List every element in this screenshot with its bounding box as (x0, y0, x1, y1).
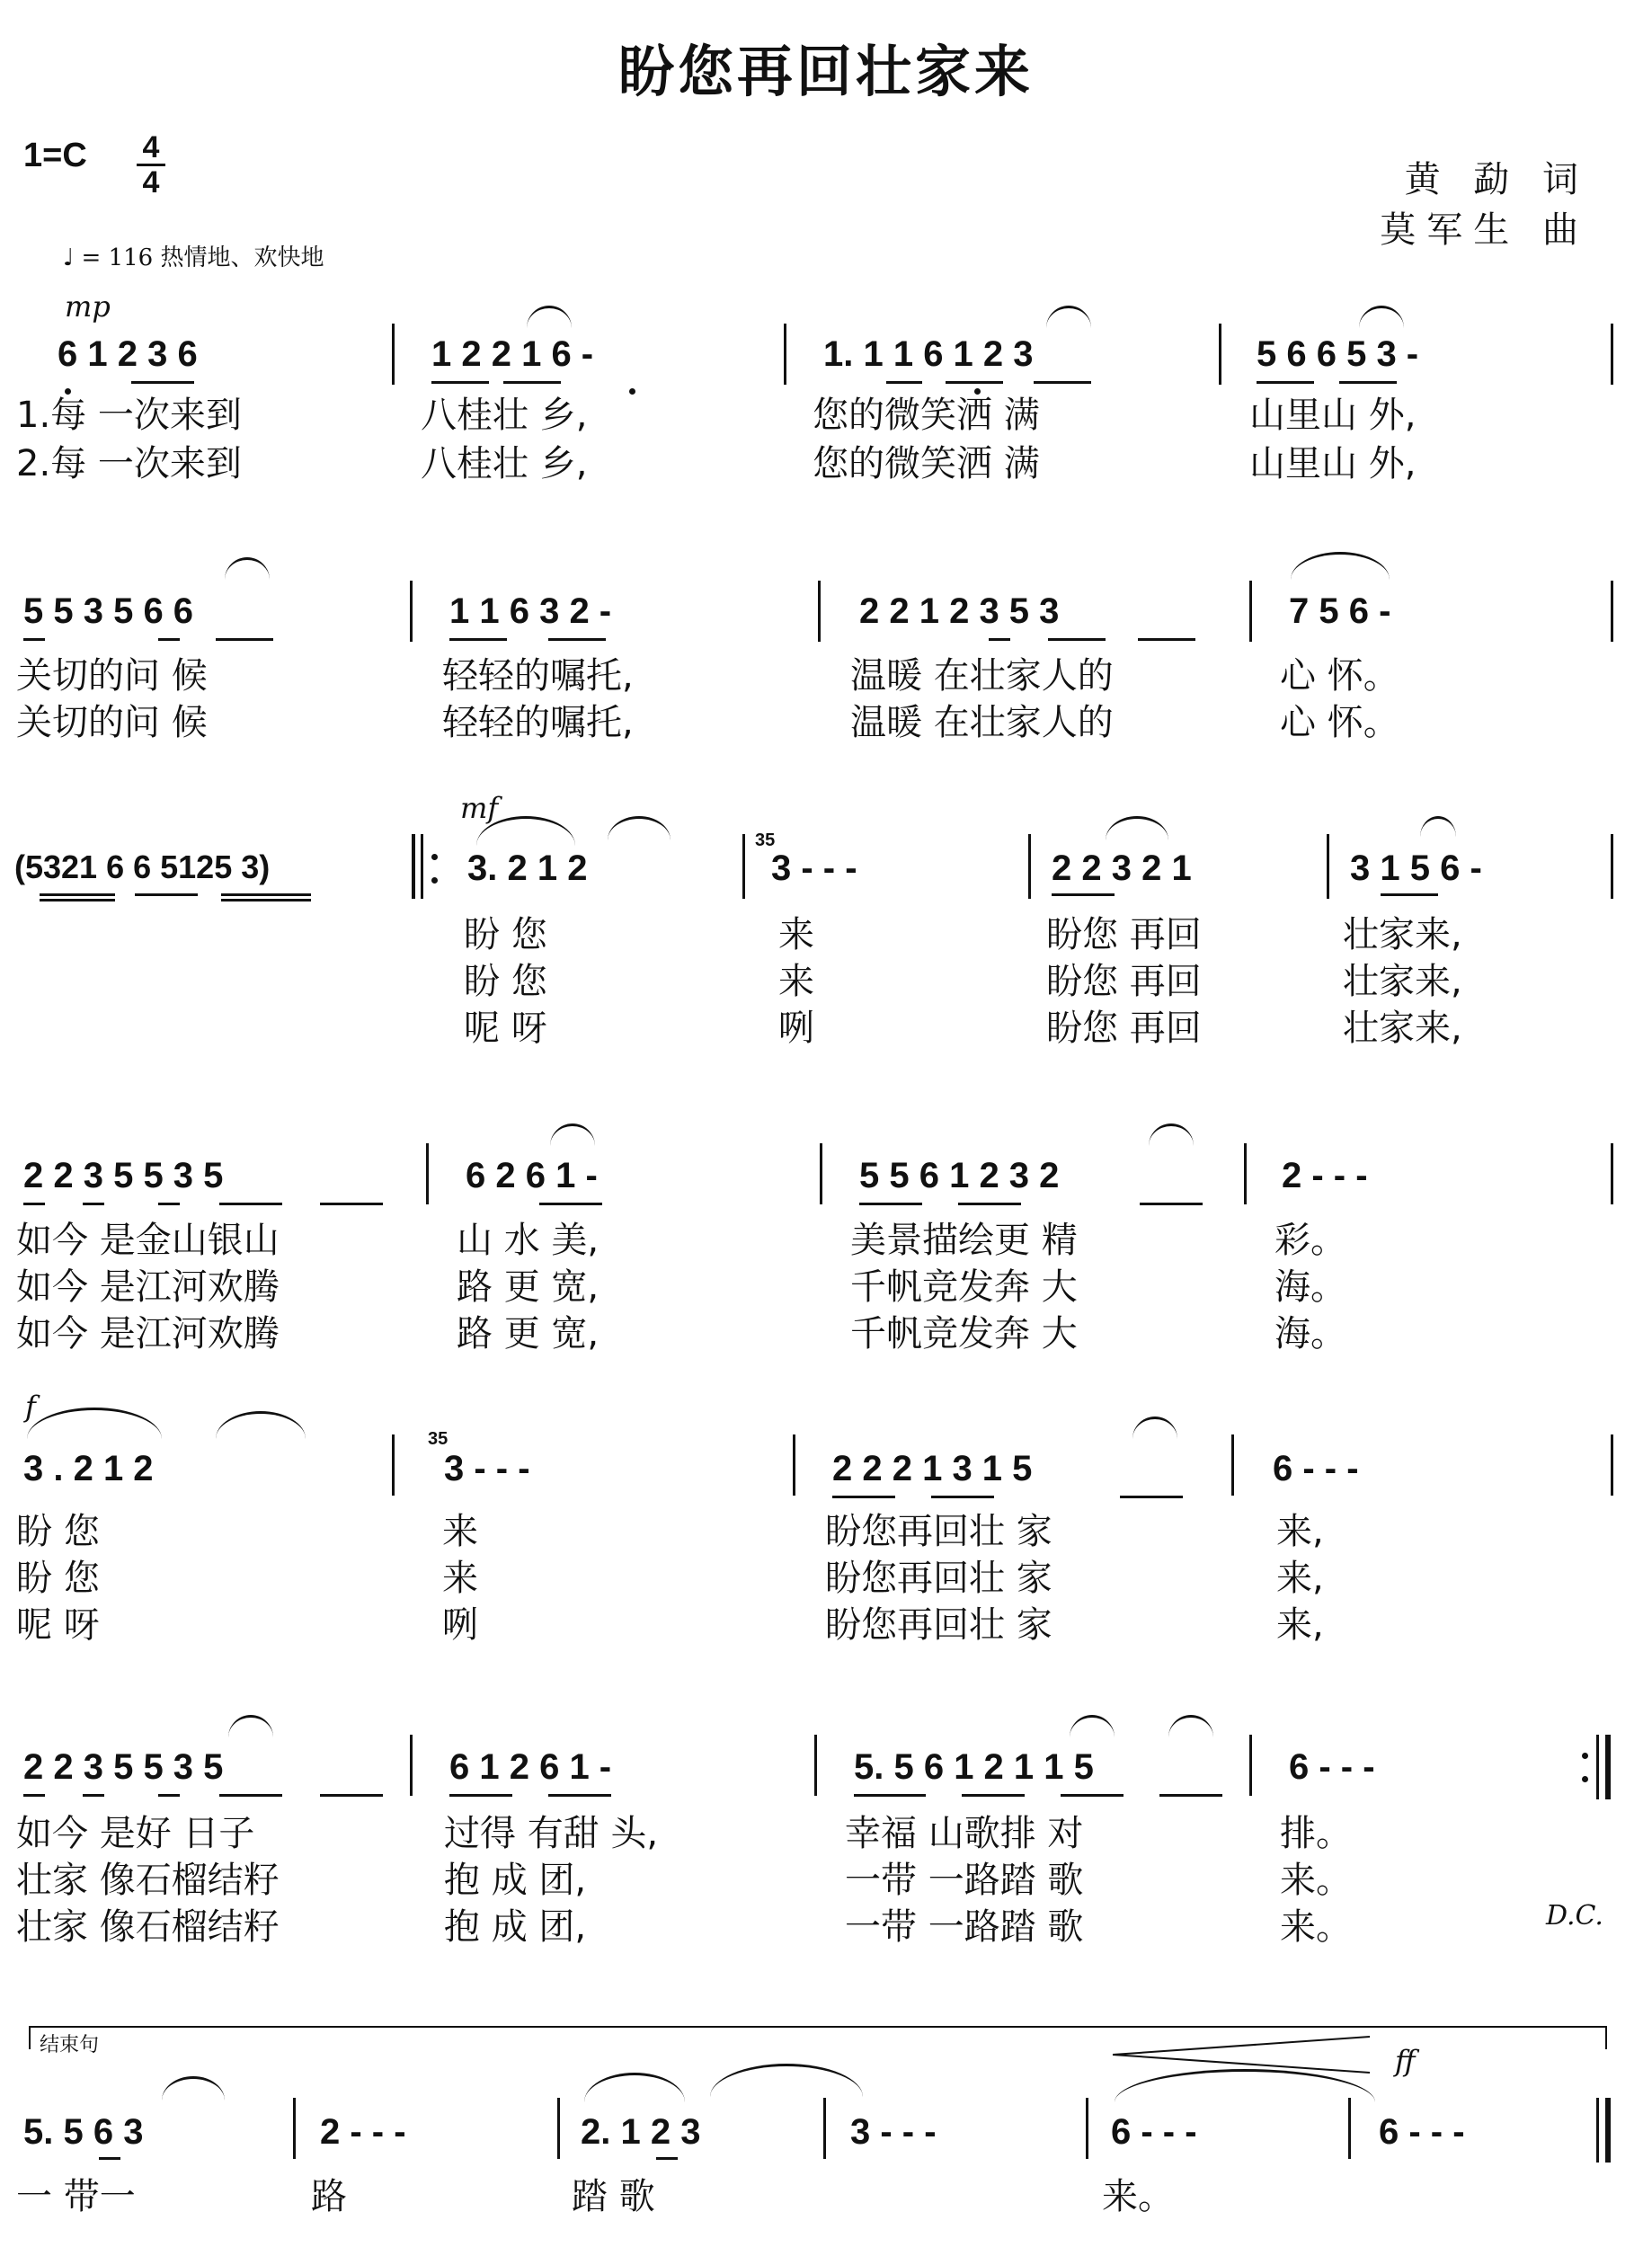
lyric-7-3: 踏 歌 (572, 2176, 655, 2217)
lyric-1-1: 1.每 一次来到 (16, 395, 242, 436)
underline (1120, 1496, 1183, 1498)
underline (83, 1203, 104, 1205)
underline (1061, 1794, 1124, 1797)
measure-7-6: 6 - - - (1379, 2112, 1465, 2152)
lyric-3-3: 盼您 再回 (1046, 914, 1202, 955)
underline (958, 1203, 1021, 1205)
slur (27, 1408, 162, 1439)
measure-4-2: 6 2 6 1 - (466, 1156, 598, 1195)
underline (1339, 381, 1397, 384)
slur (1106, 816, 1168, 840)
underline (931, 1496, 994, 1498)
lyric-3-4c: 壮家来, (1343, 1008, 1462, 1049)
lyric-3-3b: 盼您 再回 (1046, 961, 1202, 1002)
slur (608, 816, 671, 840)
measure-7-5: 6 - - - (1111, 2112, 1197, 2152)
lyric-3-4: 壮家来, (1343, 914, 1462, 955)
barline (1327, 834, 1329, 899)
lyric-6-2: 过得 有甜 头, (444, 1813, 659, 1854)
underline (946, 381, 1003, 384)
underline (503, 381, 561, 384)
underline (219, 1203, 282, 1205)
lyric-1-3: 您的微笑洒 满 (813, 395, 1040, 436)
lyric-1-4b: 山里山 外, (1249, 443, 1417, 484)
key-signature: 1=C (23, 137, 87, 174)
slur (1046, 306, 1091, 328)
barline (1219, 324, 1221, 385)
lyric-2-4: 心 怀。 (1280, 655, 1399, 697)
slur (1420, 816, 1456, 837)
underline (23, 1203, 45, 1205)
repeat-dot (1582, 1753, 1588, 1759)
lyric-3-1b: 盼 您 (464, 961, 547, 1002)
lyric-5-3b: 盼您再回壮 家 (825, 1558, 1052, 1599)
meter-top: 4 (142, 130, 160, 164)
underline (221, 899, 311, 901)
lyric-3-2b: 来 (778, 961, 814, 1002)
barline (293, 2098, 296, 2159)
measure-1-3: 1. 1 1 6 1 2 3 (823, 334, 1034, 374)
measure-3-2: 3 - - - (771, 848, 857, 888)
lyric-5-1c: 呢 呀 (16, 1604, 100, 1646)
underline (539, 1203, 602, 1205)
lyric-1-3b: 您的微笑洒 满 (813, 443, 1040, 484)
underline (320, 1794, 383, 1797)
underline (40, 893, 115, 896)
underline (221, 893, 311, 896)
dynamic-f: f (25, 1390, 36, 1424)
barline (392, 1434, 395, 1496)
underline (1052, 893, 1115, 896)
barline (557, 2098, 560, 2159)
final-barline (1596, 2098, 1599, 2163)
underline (431, 381, 489, 384)
underline (158, 638, 180, 641)
underline (219, 1794, 282, 1797)
slur (1359, 306, 1404, 328)
ending-bracket-left (29, 2026, 31, 2049)
lyric-4-4: 彩。 (1275, 1220, 1346, 1261)
lyric-7-1: 一 带一 (16, 2176, 136, 2217)
barline (1611, 1434, 1613, 1496)
repeat-end-barline (1605, 1735, 1611, 1799)
repeat-dot (431, 854, 438, 860)
barline (1611, 1143, 1613, 1204)
underline (135, 893, 198, 896)
measure-2-2: 1 1 6 3 2 - (449, 591, 612, 631)
song-title: 盼您再回壮家来 (617, 39, 1034, 104)
lyric-3-1c: 呢 呀 (464, 1008, 547, 1049)
underline (40, 899, 115, 901)
lyric-4-1c: 如今 是江河欢腾 (16, 1313, 280, 1354)
lyric-2-1: 关切的问 候 (16, 655, 208, 697)
slur (1168, 1715, 1213, 1737)
measure-5-4: 6 - - - (1273, 1449, 1359, 1488)
barline (1249, 581, 1252, 642)
lyric-5-3: 盼您再回壮 家 (825, 1511, 1052, 1552)
slur (1291, 552, 1390, 580)
lyric-2-3: 温暖 在壮家人的 (850, 655, 1114, 697)
slur (228, 1715, 273, 1737)
barline (426, 1143, 429, 1204)
low-dot (629, 388, 635, 395)
lyric-5-1: 盼 您 (16, 1511, 100, 1552)
lyric-4-4b: 海。 (1275, 1266, 1346, 1308)
underline (83, 1794, 104, 1797)
measure-3-1: 3. 2 1 2 (467, 848, 588, 888)
final-barline (1605, 2098, 1611, 2163)
lyric-5-3c: 盼您再回壮 家 (825, 1604, 1052, 1646)
measure-1-1: 6 1 2 3 6 (58, 334, 198, 374)
lyric-3-3c: 盼您 再回 (1046, 1008, 1202, 1049)
underline (1048, 638, 1106, 641)
underline (548, 1794, 611, 1797)
barline (1086, 2098, 1088, 2159)
lyric-4-3: 美景描绘更 精 (850, 1220, 1078, 1261)
measure-2-4: 7 5 6 - (1289, 591, 1391, 631)
underline (1034, 381, 1091, 384)
barline (823, 2098, 826, 2159)
barline (1249, 1735, 1252, 1796)
barline (818, 581, 821, 642)
lyric-5-4b: 来, (1276, 1558, 1324, 1599)
barline (1231, 1434, 1234, 1496)
slur (527, 306, 572, 328)
underline (216, 638, 273, 641)
barline (1611, 324, 1613, 385)
lyric-4-3c: 千帆竞发奔 大 (850, 1313, 1078, 1354)
tempo-marking: ♩ = 116 热情地、欢快地 (63, 244, 324, 271)
measure-2-1: 5 5 3 5 6 6 (23, 591, 194, 631)
underline (1381, 893, 1438, 896)
barline (410, 581, 413, 642)
slur (162, 2076, 225, 2100)
time-signature (133, 130, 169, 200)
underline (1159, 1794, 1222, 1797)
barline (410, 1735, 413, 1796)
measure-6-4: 6 - - - (1289, 1747, 1375, 1787)
underline (1257, 381, 1314, 384)
measure-4-4: 2 - - - (1282, 1156, 1368, 1195)
underline (962, 1794, 1025, 1797)
meter-bottom: 4 (142, 165, 160, 200)
lyric-4-3b: 千帆竞发奔 大 (850, 1266, 1078, 1308)
lyric-4-2c: 路 更 宽, (457, 1313, 600, 1354)
lyric-2-4b: 心 怀。 (1280, 702, 1399, 743)
tie-end (1379, 2069, 1381, 2071)
barline (820, 1143, 822, 1204)
lyric-6-1c: 壮家 像石榴结籽 (16, 1906, 280, 1948)
lyric-3-2: 来 (778, 914, 814, 955)
dc-marking: D.C. (1546, 1900, 1603, 1932)
measure-3-3: 2 2 3 2 1 (1052, 848, 1192, 888)
lyric-4-2: 山 水 美, (457, 1220, 600, 1261)
grace-notes: 35 (755, 830, 776, 850)
lyric-6-4: 排。 (1280, 1813, 1352, 1854)
underline (99, 2157, 120, 2160)
measure-6-2: 6 1 2 6 1 - (449, 1747, 612, 1787)
repeat-dot (431, 877, 438, 884)
lyric-5-2c: 咧 (442, 1604, 478, 1646)
barline (793, 1434, 795, 1496)
slur (584, 2073, 685, 2102)
barline (1611, 834, 1613, 899)
measure-7-4: 3 - - - (850, 2112, 937, 2152)
underline (854, 1794, 926, 1797)
lyric-7-2: 路 (311, 2176, 347, 2217)
underline (158, 1203, 180, 1205)
lyric-3-4b: 壮家来, (1343, 961, 1462, 1002)
underline (859, 1203, 922, 1205)
underline (989, 638, 1010, 641)
measure-7-2: 2 - - - (320, 2112, 406, 2152)
lyric-5-1b: 盼 您 (16, 1558, 100, 1599)
underline (23, 638, 45, 641)
measure-4-1: 2 2 3 5 5 3 5 (23, 1156, 224, 1195)
intro-phrase: (5321 6 6 5125 3) (14, 848, 271, 885)
underline (1138, 638, 1195, 641)
measure-5-2: 3 - - - (444, 1449, 530, 1488)
measure-2-3: 2 2 1 2 3 5 3 (859, 591, 1060, 631)
repeat-barline (412, 834, 415, 899)
lyric-2-2: 轻轻的嘱托, (442, 655, 634, 697)
measure-3-4: 3 1 5 6 - (1350, 848, 1482, 888)
measure-7-3: 2. 1 2 3 (581, 2112, 701, 2152)
barline (392, 324, 395, 385)
repeat-dot (1582, 1776, 1588, 1782)
lyric-3-1: 盼 您 (464, 914, 547, 955)
lyric-6-3c: 一带 一路踏 歌 (845, 1906, 1084, 1948)
lyric-6-4c: 来。 (1280, 1906, 1352, 1948)
slur (1070, 1715, 1115, 1737)
repeat-end-barline (1596, 1735, 1599, 1799)
dynamic-mp: mp (65, 289, 111, 324)
lyric-4-1b: 如今 是江河欢腾 (16, 1266, 280, 1308)
slur (550, 1124, 595, 1146)
lyric-5-2: 来 (442, 1511, 478, 1552)
lyric-6-1: 如今 是好 日子 (16, 1813, 255, 1854)
barline (1244, 1143, 1247, 1204)
lyric-6-4b: 来。 (1280, 1860, 1352, 1901)
measure-5-1: 3 . 2 1 2 (23, 1449, 154, 1488)
lyric-3-2c: 咧 (778, 1008, 814, 1049)
dynamic-ff: ff (1395, 2044, 1416, 2078)
lyric-6-2c: 抱 成 团, (444, 1906, 587, 1948)
measure-1-2: 1 2 2 1 6 - (431, 334, 594, 374)
underline (1140, 1203, 1203, 1205)
underline (449, 1794, 512, 1797)
underline (320, 1203, 383, 1205)
measure-4-3: 5 5 6 1 2 3 2 (859, 1156, 1060, 1195)
lyric-6-2b: 抱 成 团, (444, 1860, 587, 1901)
lyric-5-2b: 来 (442, 1558, 478, 1599)
lyric-2-1b: 关切的问 候 (16, 702, 208, 743)
lyric-2-2b: 轻轻的嘱托, (442, 702, 634, 743)
lyric-4-1: 如今 是金山银山 (16, 1220, 280, 1261)
underline (656, 2157, 678, 2160)
measure-6-1: 2 2 3 5 5 3 5 (23, 1747, 224, 1787)
barline (742, 834, 745, 899)
measure-7-1: 5. 5 6 3 (23, 2112, 144, 2152)
slur (710, 2064, 863, 2097)
slur (216, 1411, 306, 1439)
lyric-1-4: 山里山 外, (1249, 395, 1417, 436)
composer-credit: 莫军生 曲 (1380, 209, 1589, 251)
measure-6-3: 5. 5 6 1 2 1 1 5 (854, 1747, 1094, 1787)
lyricist-credit: 黄 勐 词 (1404, 159, 1589, 200)
underline (23, 1794, 45, 1797)
underline (548, 638, 606, 641)
barline (1028, 834, 1031, 899)
underline (886, 381, 922, 384)
measure-5-3: 2 2 2 1 3 1 5 (832, 1449, 1033, 1488)
slur (225, 557, 270, 580)
barline (1611, 581, 1613, 642)
lyric-1-1b: 2.每 一次来到 (16, 443, 242, 484)
lyric-1-2: 八桂壮 乡, (421, 395, 588, 436)
barline (1348, 2098, 1351, 2159)
ending-bracket (29, 2026, 1607, 2028)
lyric-6-3: 幸福 山歌排 对 (845, 1813, 1084, 1854)
lyric-4-4c: 海。 (1275, 1313, 1346, 1354)
underline (131, 381, 194, 384)
measure-1-4: 5 6 6 5 3 - (1257, 334, 1419, 374)
lyric-2-3b: 温暖 在壮家人的 (850, 702, 1114, 743)
underline (158, 1794, 180, 1797)
slur (1149, 1124, 1194, 1146)
lyric-5-4: 来, (1276, 1511, 1324, 1552)
lyric-5-4c: 来, (1276, 1604, 1324, 1646)
dynamic-mf: mf (460, 791, 499, 825)
repeat-barline (421, 834, 423, 899)
lyric-6-3b: 一带 一路踏 歌 (845, 1860, 1084, 1901)
grace-notes: 35 (428, 1429, 449, 1449)
ending-bracket-right (1605, 2026, 1607, 2049)
lyric-7-4: 来。 (1102, 2176, 1174, 2217)
slur (1132, 1417, 1177, 1439)
lyric-6-1b: 壮家 像石榴结籽 (16, 1860, 280, 1901)
barline (784, 324, 786, 385)
lyric-1-2b: 八桂壮 乡, (421, 443, 588, 484)
underline (832, 1496, 895, 1498)
underline (449, 638, 507, 641)
ending-label: 结束句 (40, 2034, 100, 2056)
barline (814, 1735, 817, 1796)
lyric-4-2b: 路 更 宽, (457, 1266, 600, 1308)
